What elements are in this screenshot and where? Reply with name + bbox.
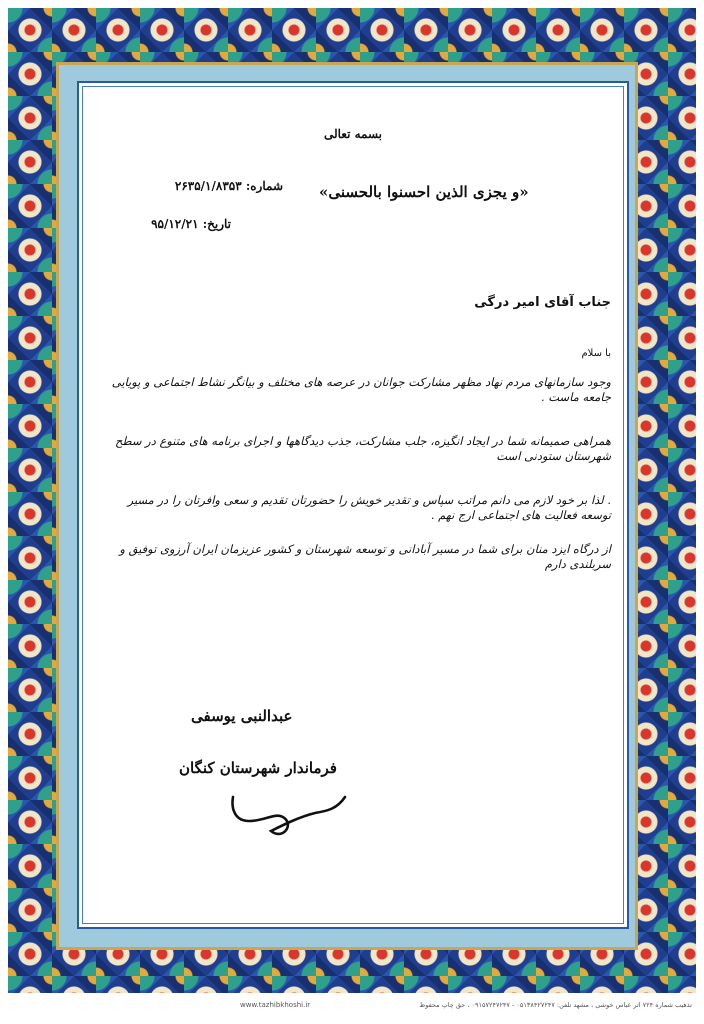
letter-body [111,347,611,589]
footer-website: www.tazhibkhoshi.ir [240,1001,311,1009]
body-paragraph: . لذا بر خود لازم می دانم مراتب سپاس و تقدیر خویش را حضورتان تقدیم و سعی وافرتان را در مسیر توسعه فعالیت های اجتماعی ارج نهم . [127,492,611,523]
bismillah-heading: بسمه تعالی [323,127,383,141]
signer-title: فرماندار شهرستان کنگان [179,759,337,777]
recipient-line: جناب آقای امیر درگی [474,295,611,310]
handwritten-signature [223,787,353,857]
signer-name: عبدالنبی یوسفی [191,707,293,725]
letter-number: شماره: ۲۶۳۵/۱/۸۳۵۳ [174,179,283,193]
footer-credit: تذهیب شماره ۷۲۴ اثر عباس خوشی ، مشهد تلفن: ۰۵۱۳۸۴۲۷۲۴۷ - ۰۹۱۵۷۲۴۷۲۴۷ ، حق چاپ محفوظ [419,1001,692,1009]
salutation: با سلام [581,348,611,359]
body-paragraph: همراهی صمیمانه شما در ایجاد انگیزه، جلب مشارکت، جذب دیدگاهها و اجرای برنامه های متنوع در سطح شهرستان ستودنی است [115,433,611,464]
quran-verse: «و یجزی الذین احسنوا بالحسنی» [319,183,529,201]
letter-paper [82,86,624,924]
body-paragraph: از درگاه ایزد منان برای شما در مسیر آبادانی و توسعه شهرستان و کشور عزیزمان ایران آرزوی توفیق و سربلندی دارم [119,541,611,572]
letter-date: تاریخ: ۹۵/۱۲/۲۱ [151,217,231,231]
body-paragraph: وجود سازمانهای مردم نهاد مظهر مشارکت جوانان در عرصه های مختلف و بیانگر نشاط اجتماعی و پویایی جامعه ماست . [111,374,611,405]
